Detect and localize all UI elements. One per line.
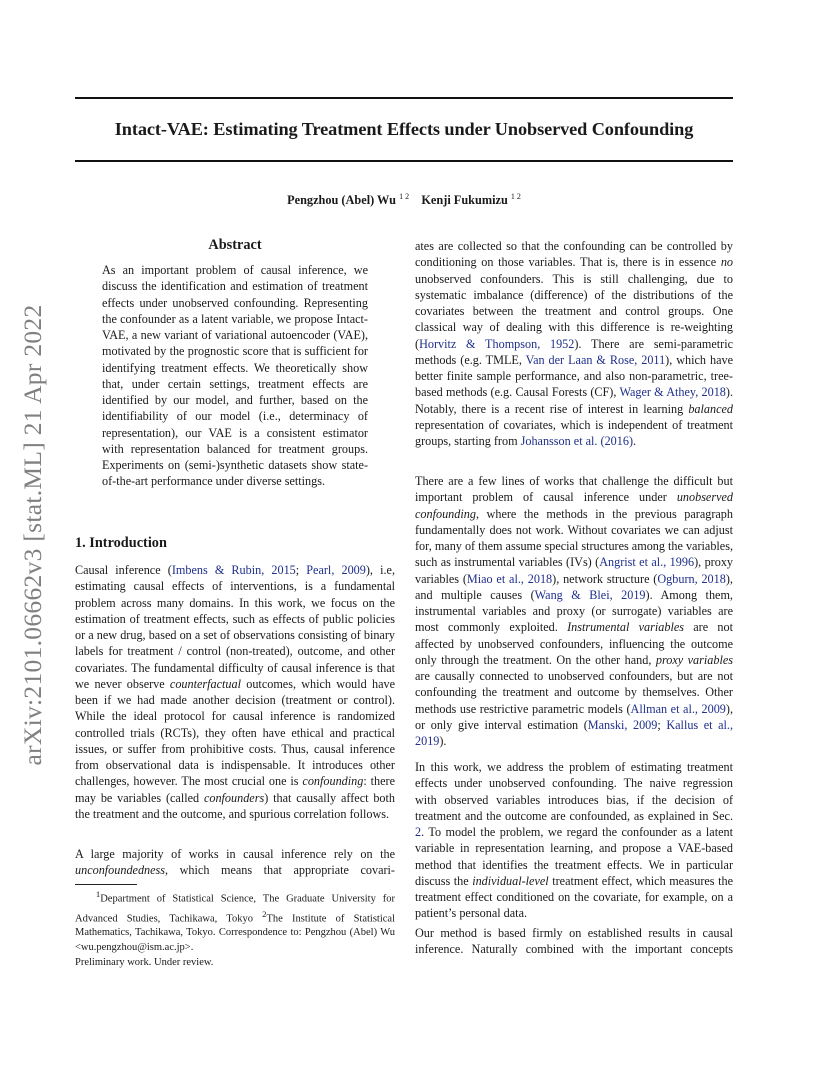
title-rule-bottom [75,160,733,162]
emphasis-text: counterfactual [169,676,241,691]
emphasis-text: unconfoundedness [75,863,166,878]
author-list [75,192,733,208]
text-run: ). There are semi-parametric methods (e.g. TMLE, [415,336,733,367]
text-run: ), which have better finite sample performance, and also non-parametric, tree-based methods (e.g. Causal Forests (CF), [415,352,733,400]
text-run: Our method is based firmly on established results in causal inference. Naturally combined with the important concepts [415,926,733,957]
citation-link[interactable]: Angrist et al., 1996 [599,555,695,570]
title-rule-top [75,97,733,99]
citation-link[interactable]: Ogburn, 2018 [657,571,726,586]
footnote-mark: 1 [95,889,101,899]
emphasis-text: confounding [302,774,364,789]
right-paragraph-1 [415,238,733,449]
author-name: Pengzhou (Abel) Wu [287,193,396,208]
text-run: ) that causally affect both the treatment and the outcome, and spurious correlation follows. [75,790,395,821]
citation-link[interactable]: Manski, 2009 [587,717,658,732]
text-run: , where the methods in the previous paragraph fundamentally does not work. Without covariates we can adjust for, many of them assume special structures among the variables, such as instrumental variables (IVs) ( [415,506,733,570]
text-run: A large majority of works in causal inference rely on the [75,847,395,861]
citation-link[interactable]: Imbens & Rubin, 2015 [171,563,296,577]
citation-link[interactable]: Wager & Athey, 2018 [619,385,726,400]
citation-link[interactable]: Kallus et al., 2019 [415,717,734,748]
text-run: ), network structure ( [552,571,658,586]
text-run: outcomes, which would have been if we had made another decision (treatment or control). While the ideal protocol for causal inference is randomized controlled trials (RCTs), they often have ethical and practical issues, or suffer from prohibitive costs. Thus, causal inference from observational data is indispensable. It introduces other challenges, however. The most crucial one is [75,676,395,789]
footnote-text: The Institute of Statistical Mathematics, Tachikawa, Tokyo. Correspondence to: Pengzhou (Abel) Wu <wu.pengzhou@ism.ac.jp>. [75,913,395,953]
section-ref-link[interactable]: 2 [415,825,422,839]
arxiv-stamp-text: arXiv:2101.06662v3 [stat.ML] 21 Apr 2022 [18,304,47,766]
abstract-text: As an important problem of causal inference, we discuss the identification and estimation of treatment effects under unobserved confounding. Representing the confounder as a latent variable, we propose Intact-VAE, a new variant of variational autoencoder (VAE), motivated by the prognostic score that is sufficient for identifying treatment effects. We theoretically show that, under certain settings, treatment effects are identified by our model, and further, based on the identifiability of our model (i.e., determinacy of representation), our VAE is a consistent estimator with representation balanced for treatment groups. Experiments on (semi-)synthetic datasets show state-of-the-art performance under diverse settings. [102,263,368,489]
text-run: unobserved confounders. This is still challenging, due to systematic imbalance (difference) of the distributions of the covariates between the treatment and control groups. One classical way of dealing with this difference is re-weighting ( [415,271,733,351]
emphasis-text: balanced [688,401,733,416]
text-run: ; [295,563,307,577]
author-affiliation: 1 2 [399,192,410,201]
text-run: : there may be variables (called [75,774,396,805]
preliminary-note: Preliminary work. Under review. [75,957,214,968]
emphasis-text: confounders [203,790,265,805]
text-run: ). Among them, instrumental variables and proxy (or surrogate) variables are most commonly exploited. [415,587,733,635]
footnote-rule [75,884,137,885]
emphasis-text: Instrumental variables [567,620,684,635]
citation-link[interactable]: Johansson et al. (2016) [520,434,634,448]
text-run: ), i.e, estimating causal effects of interventions, is a fundamental problem across many domains. In this work, we focus on the estimation of treatment effects, such as effects of public policies or a new drug, based on a set of observations consisting of binary labels for treatment / control (non-treated), outcome, and other covariates. The fundamental difficulty of causal inference is that we never observe [75,563,395,691]
text-run: treatment effect, which measures the treatment effect conditioned on the covariate, for example, on a patient’s personal data. [415,873,733,921]
intro-paragraph-1 [75,562,395,822]
citation-link[interactable]: Allman et al., 2009 [630,701,726,716]
text-run: ), proxy variables ( [415,555,734,586]
right-paragraph-3 [415,759,733,922]
citation-link[interactable]: Van der Laan & Rose, 2011 [525,352,666,367]
arxiv-stamp [8,270,58,800]
right-paragraph-4 [415,925,733,958]
text-run: ). [439,734,447,748]
footnote-text: Department of Statistical Science, The Graduate University for Advanced Studies, Tachikawa, Tokyo [75,893,396,925]
text-run: ), or only give interval estimation ( [415,701,733,732]
author-name: Kenji Fukumizu [421,193,508,208]
emphasis-text: no [720,255,733,270]
text-run: ). Notably, there is a recent rise of interest in learning [415,385,734,416]
text-run: In this work, we address the problem of estimating treatment effects under unobserved confounding. The naive regression with observed variables introduces bias, if the decision of treatment and the outcome are confounded, as explained in Sec. [415,760,733,823]
emphasis-text: individual-level [472,873,549,888]
text-run: . To model the problem, we regard the confounder as a latent variable in representation learning, and propose a VAE-based method that identifies the treatment effects. We in particular discuss the [415,825,733,888]
right-paragraph-2 [415,473,733,749]
citation-link[interactable]: Miao et al., 2018 [466,571,553,586]
text-run: , which means that appropriate covari- [165,863,395,878]
text-run: ), and multiple causes ( [415,571,733,602]
intro-paragraph-2 [75,846,395,879]
footnote-affiliations [75,887,395,955]
text-run: . [633,434,637,448]
footnote-mark: 2 [262,908,267,919]
citation-link[interactable]: Horvitz & Thompson, 1952 [419,336,575,351]
text-run: ates are collected so that the confounding can be controlled by conditioning on those variables. That is, there is in essence [415,239,733,270]
author-affiliation: 1 2 [510,192,521,201]
text-run: There are a few lines of works that challenge the difficult but important problem of causal inference under [415,474,733,505]
emphasis-text: proxy variables [655,652,733,667]
text-run: Causal inference ( [75,563,172,577]
citation-link[interactable]: Pearl, 2009 [306,563,366,577]
paper-title: Intact-VAE: Estimating Treatment Effects under Unobserved Confounding [114,119,694,139]
text-run: representation of covariates, which is independent of treatment groups, starting from [415,417,733,448]
text-run: are not affected by unobserved confounders, influencing the outcome only through the treatment. On the other hand, [415,620,734,667]
section-heading-introduction: 1. Introduction [75,535,167,551]
abstract-heading: Abstract [208,237,262,253]
abstract-body [102,262,368,490]
text-run: are causally connected to unobserved confounders, but are not confounding the treatment and outcome by themselves. Other methods use restrictive parametric models ( [415,669,733,716]
citation-link[interactable]: Wang & Blei, 2019 [534,587,646,602]
text-run: ; [657,717,667,732]
emphasis-text: unobserved confounding [415,490,733,521]
